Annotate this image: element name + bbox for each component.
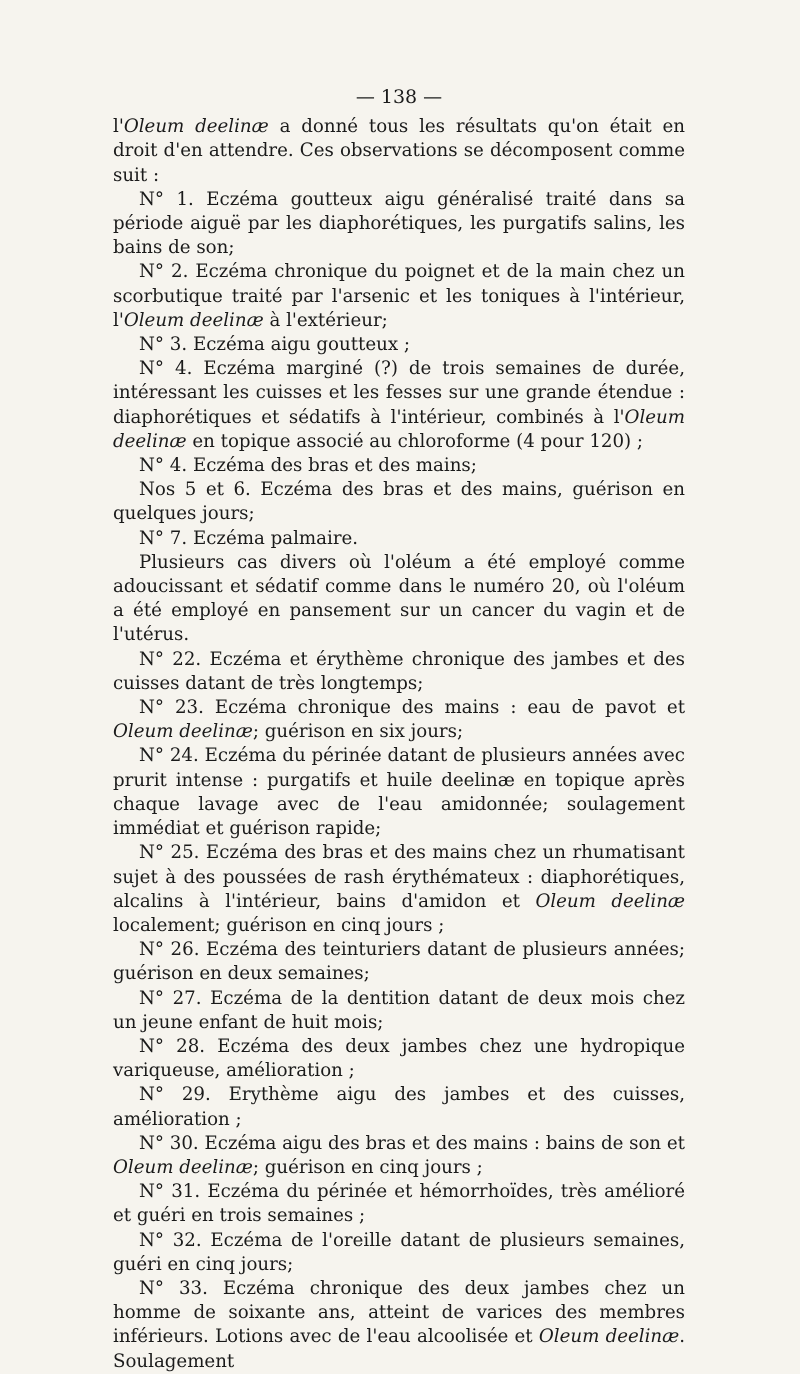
paragraph-n26 [113,938,685,986]
paragraph-text: Eczéma des bras et des mains, guérison en quelques jours; [113,479,685,525]
paragraph-text: Eczéma de la dentition datant de deux mois chez un jeune enfant de huit mois; [113,987,685,1033]
paragraph-text: Eczéma aigu goutteux ; [192,334,410,356]
paragraph-text: Eczéma du périnée datant de plusieurs années avec prurit intense : purgatifs et huile deelinæ en topique après chaque lavage avec de l'eau amidonnée; soulagement immédiat et guérison rapide; [113,745,685,840]
paragraph-n28 [113,1035,685,1083]
paragraph-text: Eczéma chronique des deux jambes chez un homme de soixante ans, atteint de varices des membres inférieurs. Lotions avec de l'eau alcoolisée et Oleum deelinæ. Soulagement [113,1277,685,1372]
latin-term: Oleum deelinæ [113,406,685,452]
paragraph-n1 [113,188,685,261]
paragraph-n24 [113,744,685,841]
case-number: N° 28. [139,1035,218,1057]
case-number: N° 25. [139,842,206,864]
paragraph-n4a [113,357,685,454]
case-number: N° 4. [139,455,193,477]
case-number: N° 1. [139,188,207,210]
latin-term: Oleum deelinæ [113,721,253,743]
paragraph-n23 [113,696,685,744]
paragraph-n33 [113,1277,685,1374]
paragraph-text: Eczéma palmaire. [192,527,359,549]
paragraph-text: Plusieurs cas divers où l'oléum a été employé comme adoucissant et sédatif comme dans le numéro 20, où l'oléum a été employé en pansement sur un cancer du vagin et de l'utérus. [113,551,685,646]
paragraph-n3 [113,333,685,357]
case-number: N° 4. [139,358,204,380]
paragraph-n27 [113,987,685,1035]
paragraph-text: Eczéma goutteux aigu généralisé traité dans sa période aiguë par les diaphorétiques, les purgatifs salins, les bains de son; [113,188,685,259]
paragraph-n7 [113,527,685,551]
case-number: Nos 5 et 6. [139,479,261,501]
paragraph-text: Eczéma et érythème chronique des jambes et des cuisses datant de très longtemps; [113,648,685,694]
case-number: N° 33. [139,1277,223,1299]
paragraph-n30 [113,1132,685,1180]
paragraph-intro [113,115,685,188]
paragraph-text: Eczéma du périnée et hémorrhoïdes, très amélioré et guéri en trois semaines ; [113,1181,685,1227]
paragraph-text: Eczéma des deux jambes chez une hydropique variqueuse, amélioration ; [113,1035,685,1082]
paragraph-text: l'Oleum deelinæ a donné tous les résultats qu'on était en droit d'en attendre. Ces observations se décomposent comme suit : [113,116,686,186]
paragraph-text: Erythème aigu des jambes et des cuisses, amélioration ; [113,1084,686,1130]
paragraph-n29 [113,1083,685,1131]
case-number: N° 27. [139,987,211,1009]
paragraph-text: Eczéma chronique du poignet et de la main chez un scorbutique traité par l'arsenic et les toniques à l'intérieur, l'Oleum deelinæ à l'extérieur; [113,261,685,331]
paragraph-text: Eczéma chronique des mains : eau de pavot et Oleum deelinæ; guérison en six jours; [113,697,686,743]
paragraph-n31 [113,1180,685,1228]
case-number: N° 32. [139,1229,211,1251]
latin-term: Oleum deelinæ [123,309,264,331]
case-number: N° 31. [139,1181,208,1203]
case-number: N° 24. [139,745,205,767]
case-number: N° 29. [139,1084,229,1106]
case-number: N° 7. [139,527,193,549]
case-number: N° 3. [139,334,193,356]
paragraph-n22 [113,648,685,696]
paragraph-n56 [113,478,685,526]
paragraph-text: Eczéma aigu des bras et des mains : bains de son et Oleum deelinæ; guérison en cinq jours ; [113,1132,685,1178]
latin-term: Oleum deelinæ [113,1156,253,1178]
paragraph-n4b [113,454,685,478]
paragraph-text: Eczéma de l'oreille datant de plusieurs semaines, guéri en cinq jours; [113,1229,685,1275]
latin-term: Oleum deelinæ [123,116,269,138]
paragraph-text: Eczéma marginé (?) de trois semaines de durée, intéressant les cuisses et les fesses sur une grande étendue : diaphorétiques et sédatifs à l'intérieur, combinés à l'Oleum deelinæ en topique associé au chloroforme (4 pour 120) ; [113,358,685,452]
case-number: N° 30. [139,1132,205,1154]
case-number: N° 2. [139,261,196,283]
case-number: N° 22. [139,648,210,670]
paragraph-plus [113,551,685,648]
paragraph-n32 [113,1229,685,1277]
paragraph-n2 [113,260,685,333]
page-body [113,115,685,1374]
page-number: — 138 — [355,86,443,108]
case-number: N° 23. [139,697,215,719]
paragraph-text: Eczéma des teinturiers datant de plusieurs années; guérison en deux semaines; [113,939,686,985]
paragraph-text: Eczéma des bras et des mains chez un rhumatisant sujet à des poussées de rash érythémateux : diaphorétiques, alcalins à l'intérieur, bains d'amidon et Oleum deelinæ localement; guérison en cinq jours ; [113,842,686,936]
latin-term: Oleum deelinæ [538,1326,680,1348]
paragraph-text: Eczéma des bras et des mains; [192,455,477,477]
case-number: N° 26. [139,939,207,961]
document-page [113,85,685,1374]
paragraph-n25 [113,841,685,938]
latin-term: Oleum deelinæ [535,890,686,912]
